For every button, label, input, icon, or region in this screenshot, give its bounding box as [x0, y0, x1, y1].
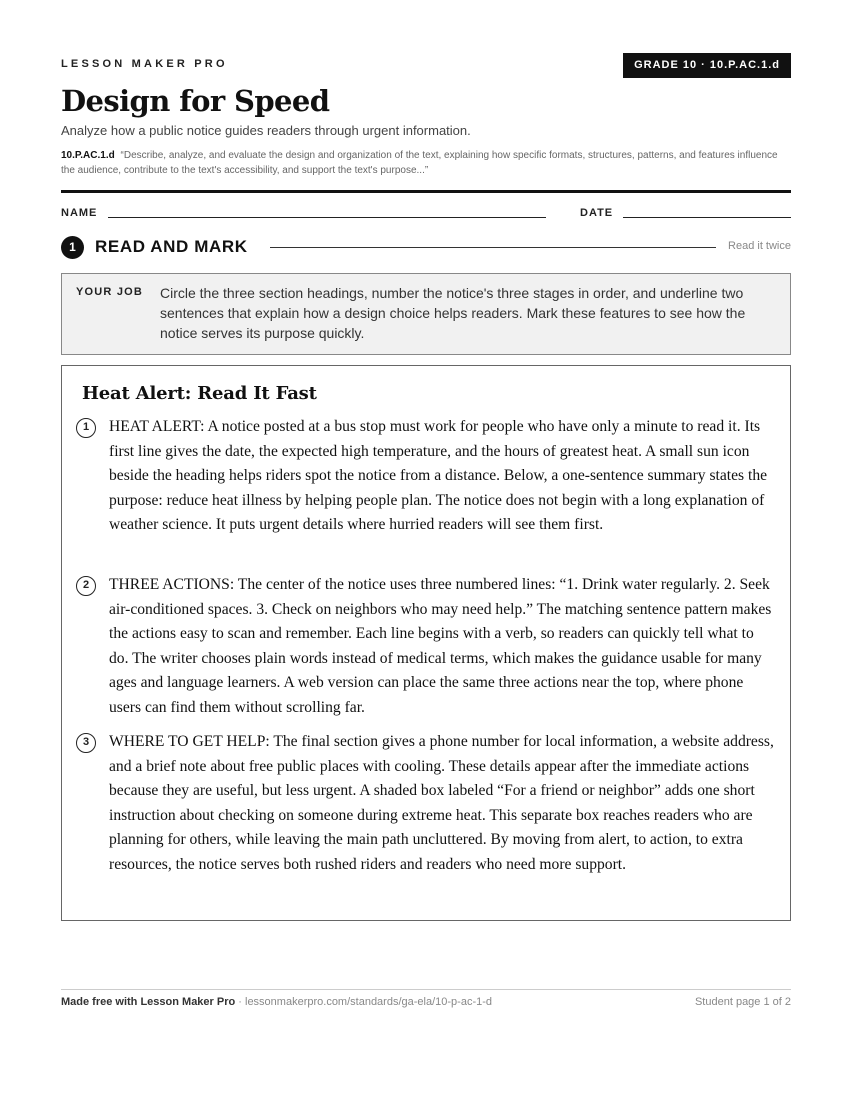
paragraph-number-1: 1: [76, 418, 96, 438]
footer-page-number: Student page 1 of 2: [694, 996, 791, 1008]
standard-description: [61, 148, 791, 178]
date-field[interactable]: [623, 217, 791, 218]
section-number-badge: 1: [61, 236, 84, 259]
page-title: Design for Speed: [61, 84, 330, 118]
header-divider: [61, 190, 791, 193]
instructions-label: YOUR JOB: [76, 286, 144, 298]
footer-divider: [61, 989, 791, 990]
section-divider: [270, 247, 716, 248]
page-subtitle: Analyze how a public notice guides readers through urgent information.: [61, 123, 471, 138]
instructions-text: Circle the three section headings, number the notice's three stages in order, and underline two sentences that explain how a design choice helps readers. Mark these features to see how the notice serves its purpose quickly.: [160, 285, 746, 341]
footer-made-with: Made free with Lesson Maker Pro: [61, 996, 236, 1008]
standard-text: “Describe, analyze, and evaluate the design and organization of the text, explaining how specific formats, structures, patterns, and features influence the audience, contribute to the text's accessibility, and support the text's purpose...”: [61, 150, 778, 176]
paragraph-number-3: 3: [76, 733, 96, 753]
standard-code: 10.P.AC.1.d: [61, 150, 115, 161]
instructions-box: [61, 273, 791, 355]
footer-credit: [61, 996, 492, 1008]
paragraph-3: WHERE TO GET HELP: The final section gives a phone number for local information, a website address, and a brief note about free public places with cooling. These details appear after the immediate actions because they are useful, but less urgent. A shaded box labeled “For a friend or neighbor” adds one short instruction about checking on someone during extreme heat. This separate box reaches readers who are planning for others, while leaving the main path uncluttered. By moving from alert, to action, to extra resources, the notice serves both rushed riders and readers who need more support.: [109, 733, 774, 873]
brand-name: LESSON MAKER PRO: [61, 58, 228, 70]
reading-passage: [61, 365, 791, 921]
name-label: NAME: [61, 207, 98, 219]
paragraph-2: THREE ACTIONS: The center of the notice uses three numbered lines: “1. Drink water regularly. 2. Seek air-conditioned spaces. 3. Check on neighbors who may need help.” The matching sentence pattern makes the actions easy to scan and remember. Each line begins with a verb, so readers can quickly tell what to do. The writer chooses plain words instead of medical terms, which makes the guidance usable for many ages and language learners. A web version can place the same three actions near the top, where phone users can find them without scrolling far.: [109, 576, 772, 716]
paragraph-number-2: 2: [76, 576, 96, 596]
paragraph-1: HEAT ALERT: A notice posted at a bus stop must work for people who have only a minute to read it. Its first line gives the date, the expected high temperature, and the hours of greatest heat. A small sun icon beside the heading helps riders spot the notice from a distance. Below, a one-sentence summary states the purpose: reduce heat illness by helping people plan. The notice does not begin with a long explanation of weather science. It puts urgent details where hurried readers will see them first.: [109, 418, 768, 534]
footer-url[interactable]: · lessonmakerpro.com/standards/ga-ela/10-p-ac-1-d: [238, 996, 493, 1008]
section-title: READ AND MARK: [95, 237, 248, 256]
worksheet-page: [61, 0, 791, 1100]
passage-title: Heat Alert: Read It Fast: [82, 383, 317, 404]
name-field[interactable]: [108, 217, 546, 218]
date-label: DATE: [580, 207, 614, 219]
grade-badge: GRADE 10 · 10.P.AC.1.d: [623, 53, 791, 78]
section-hint: Read it twice: [728, 240, 791, 252]
